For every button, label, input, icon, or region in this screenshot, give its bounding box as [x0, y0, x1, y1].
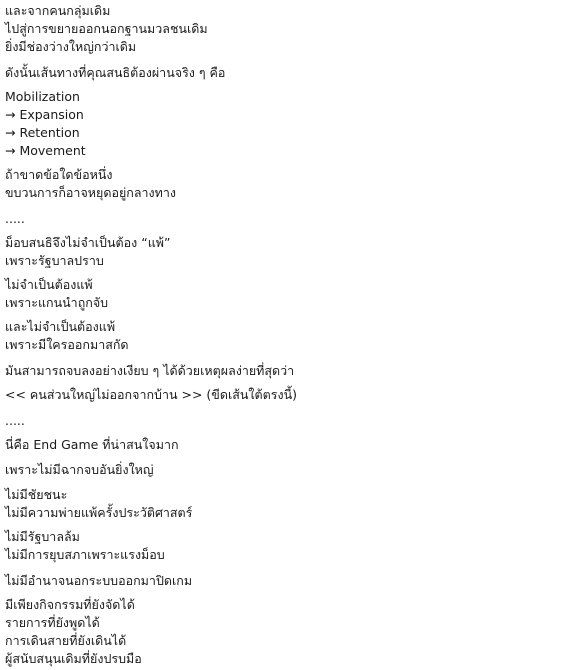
text-line: → Expansion	[5, 107, 84, 122]
text-line: Mobilization	[5, 89, 80, 104]
paragraph	[5, 386, 297, 404]
text-line: เพราะมีใครออกมาสกัด	[5, 337, 129, 352]
paragraph	[5, 436, 179, 454]
text-line: → Retention	[5, 125, 80, 140]
paragraph	[5, 64, 225, 82]
text-line: ม็อบสนธิจึงไม่จำเป็นต้อง “แพ้”	[5, 235, 171, 250]
paragraph	[5, 234, 171, 270]
text-line: และไม่จำเป็นต้องแพ้	[5, 319, 116, 334]
paragraph	[5, 362, 294, 380]
text-line: ไม่มีชัยชนะ	[5, 487, 68, 502]
paragraph	[5, 276, 108, 312]
text-line: → Movement	[5, 143, 86, 158]
text-line: ไม่จำเป็นต้องแพ้	[5, 277, 93, 292]
text-line: รายการที่ยังพูดได้	[5, 615, 100, 630]
text-line: เพราะแกนนำถูกจับ	[5, 295, 109, 310]
text-line: เพราะไม่มีฉากจบอันยิ่งใหญ่	[5, 462, 154, 477]
paragraph	[5, 166, 176, 202]
text-line: ถ้าขาดข้อใดข้อหนึ่ง	[5, 167, 113, 182]
text-line: มีเพียงกิจกรรมที่ยังจัดได้	[5, 597, 135, 612]
text-line: ดังนั้นเส้นทางที่คุณสนธิต้องผ่านจริง ๆ คือ	[5, 65, 226, 80]
text-line: ไม่มีอำนาจนอกระบบออกมาปิดเกม	[5, 573, 193, 588]
paragraph	[5, 318, 129, 354]
text-line: และจากคนกลุ่มเดิม	[5, 3, 111, 18]
text-line: ยิ่งมีช่องว่างใหญ่กว่าเดิม	[5, 39, 137, 54]
text-line: .....	[5, 413, 25, 428]
paragraph	[5, 2, 208, 56]
paragraph	[5, 486, 192, 522]
paragraph	[5, 412, 25, 430]
text-line: การเดินสายที่ยังเดินได้	[5, 633, 127, 648]
text-line: ผู้สนับสนุนเดิมที่ยังปรบมือ	[5, 651, 142, 666]
paragraph	[5, 461, 154, 479]
text-line: ไม่มีรัฐบาลล้ม	[5, 529, 80, 544]
text-line: ไปสู่การขยายออกนอกฐานมวลชนเดิม	[5, 21, 208, 36]
text-line: ขบวนการก็อาจหยุดอยู่กลางทาง	[5, 185, 176, 200]
text-line: นี่คือ End Game ที่น่าสนใจมาก	[5, 437, 179, 452]
text-line: มันสามารถจบลงอย่างเงียบ ๆ ได้ด้วยเหตุผลง่ายที่สุดว่า	[5, 363, 295, 378]
paragraph	[5, 528, 165, 564]
text-line: เพราะรัฐบาลปราบ	[5, 253, 104, 268]
paragraph	[5, 596, 142, 668]
paragraph	[5, 88, 86, 160]
text-line: ไม่มีความพ่ายแพ้ครั้งประวัติศาสตร์	[5, 505, 193, 520]
text-line: << คนส่วนใหญ่ไม่ออกจากบ้าน >> (ขีดเส้นใต้ตรงนี้)	[5, 387, 297, 402]
text-line: .....	[5, 211, 25, 226]
paragraph	[5, 210, 25, 228]
paragraph	[5, 572, 192, 590]
text-line: ไม่มีการยุบสภาเพราะแรงม็อบ	[5, 547, 165, 562]
